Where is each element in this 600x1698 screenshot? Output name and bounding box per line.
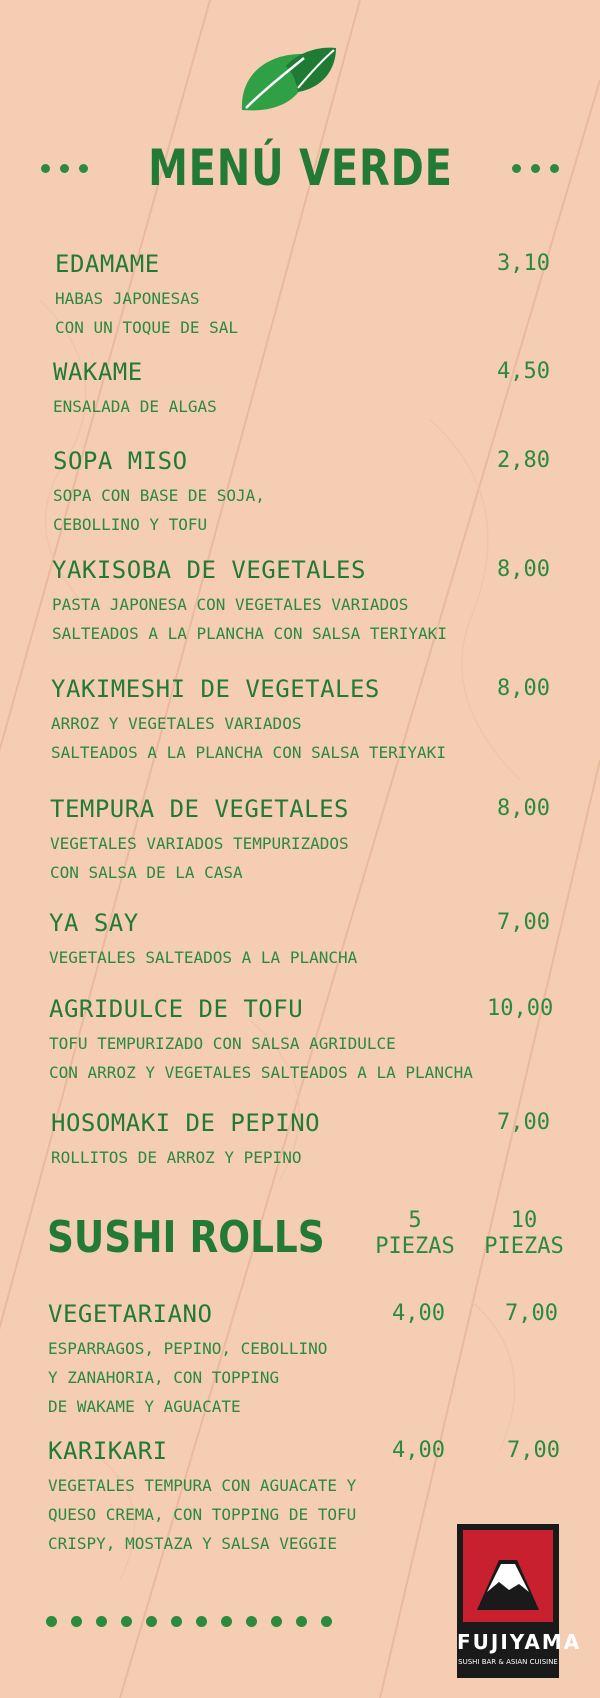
- sushi-item: [48, 1300, 327, 1421]
- item-price: 10,00: [487, 996, 554, 1021]
- item-description: ARROZ Y VEGETALES VARIADOS SALTEADOS A LA PLANCHA CON SALSA TERIYAKI: [51, 714, 446, 762]
- dot: [550, 164, 559, 173]
- logo-tagline: SUSHI BAR & ASIAN CUISINE: [458, 1658, 558, 1666]
- price-5: 4,00: [392, 1438, 445, 1463]
- price-10: 7,00: [507, 1438, 560, 1463]
- item-price: 3,10: [497, 251, 550, 276]
- item-description: HABAS JAPONESAS CON UN TOQUE DE SAL: [55, 289, 239, 337]
- sushi-rolls-heading: SUSHI ROLLS: [47, 1212, 325, 1263]
- dot: [321, 1616, 332, 1627]
- menu-item: [53, 358, 217, 421]
- item-name: HOSOMAKI DE PEPINO: [51, 1109, 321, 1137]
- item-description: VEGETALES TEMPURA CON AGUACATE Y QUESO CREMA, CON TOPPING DE TOFU CRISPY, MOSTAZA Y SALSA VEGGIE: [48, 1476, 357, 1553]
- item-description: PASTA JAPONESA CON VEGETALES VARIADOS SALTEADOS A LA PLANCHA CON SALSA TERIYAKI: [52, 595, 447, 643]
- item-description: ROLLITOS DE ARROZ Y PEPINO: [51, 1148, 302, 1167]
- item-name: TEMPURA DE VEGETALES: [50, 795, 349, 823]
- dot: [171, 1616, 182, 1627]
- title-dots-right: [512, 164, 559, 173]
- dot: [246, 1616, 257, 1627]
- dot: [196, 1616, 207, 1627]
- dot: [121, 1616, 132, 1627]
- item-description: TOFU TEMPURIZADO CON SALSA AGRIDULCE CON ARROZ Y VEGETALES SALTEADOS A LA PLANCHA: [49, 1034, 473, 1082]
- dot: [60, 164, 69, 173]
- item-price: 8,00: [497, 676, 550, 701]
- leaf-icon: [238, 44, 338, 120]
- item-price: 7,00: [497, 1110, 550, 1135]
- dot: [146, 1616, 157, 1627]
- logo-name: FUJIYAMA: [457, 1630, 582, 1654]
- dot: [71, 1616, 82, 1627]
- dot: [296, 1616, 307, 1627]
- item-price: 8,00: [497, 557, 550, 582]
- page-title: MENÚ VERDE: [147, 139, 453, 197]
- fujiyama-logo: [457, 1524, 582, 1678]
- menu-item: [49, 909, 357, 972]
- menu-item: [55, 250, 238, 342]
- dot: [79, 164, 88, 173]
- item-description: SOPA CON BASE DE SOJA, CEBOLLINO Y TOFU: [53, 486, 265, 534]
- item-name: WAKAME: [53, 358, 143, 386]
- dot: [271, 1616, 282, 1627]
- item-description: VEGETALES SALTEADOS A LA PLANCHA: [49, 948, 358, 967]
- item-price: 2,80: [497, 448, 550, 473]
- logo-emblem: [463, 1530, 553, 1622]
- item-name: KARIKARI: [48, 1437, 168, 1465]
- menu-item: [53, 447, 265, 539]
- menu-item: [51, 675, 446, 767]
- item-name: YAKIMESHI DE VEGETALES: [51, 675, 380, 703]
- item-price: 8,00: [497, 796, 550, 821]
- menu-item: [49, 995, 473, 1087]
- dot: [96, 1616, 107, 1627]
- menu-item: [51, 1109, 320, 1172]
- item-name: EDAMAME: [55, 250, 160, 278]
- dot: [531, 164, 540, 173]
- item-name: YAKISOBA DE VEGETALES: [52, 556, 366, 584]
- price-5: 4,00: [392, 1301, 445, 1326]
- footer-dots: [46, 1616, 332, 1627]
- item-description: VEGETALES VARIADOS TEMPURIZADOS CON SALSA DE LA CASA: [50, 834, 349, 882]
- col-5-pieces: 5 PIEZAS: [375, 1208, 455, 1259]
- header: [0, 136, 600, 200]
- menu-item: [52, 556, 447, 648]
- title-dots-left: [41, 164, 88, 173]
- price-10: 7,00: [505, 1301, 558, 1326]
- dot: [46, 1616, 57, 1627]
- dot: [41, 164, 50, 173]
- item-price: 7,00: [497, 910, 550, 935]
- item-description: ESPARRAGOS, PEPINO, CEBOLLINO Y ZANAHORIA, CON TOPPING DE WAKAME Y AGUACATE: [48, 1339, 328, 1416]
- col-10-pieces: 10 PIEZAS: [484, 1208, 564, 1259]
- dot: [512, 164, 521, 173]
- item-name: SOPA MISO: [53, 447, 188, 475]
- item-price: 4,50: [497, 359, 550, 384]
- mountain-icon: [463, 1530, 553, 1622]
- sushi-item: [48, 1437, 356, 1558]
- item-name: YA SAY: [49, 909, 139, 937]
- dot: [221, 1616, 232, 1627]
- item-name: AGRIDULCE DE TOFU: [49, 995, 304, 1023]
- item-name: VEGETARIANO: [48, 1300, 213, 1328]
- menu-item: [50, 795, 349, 887]
- item-description: ENSALADA DE ALGAS: [53, 397, 217, 416]
